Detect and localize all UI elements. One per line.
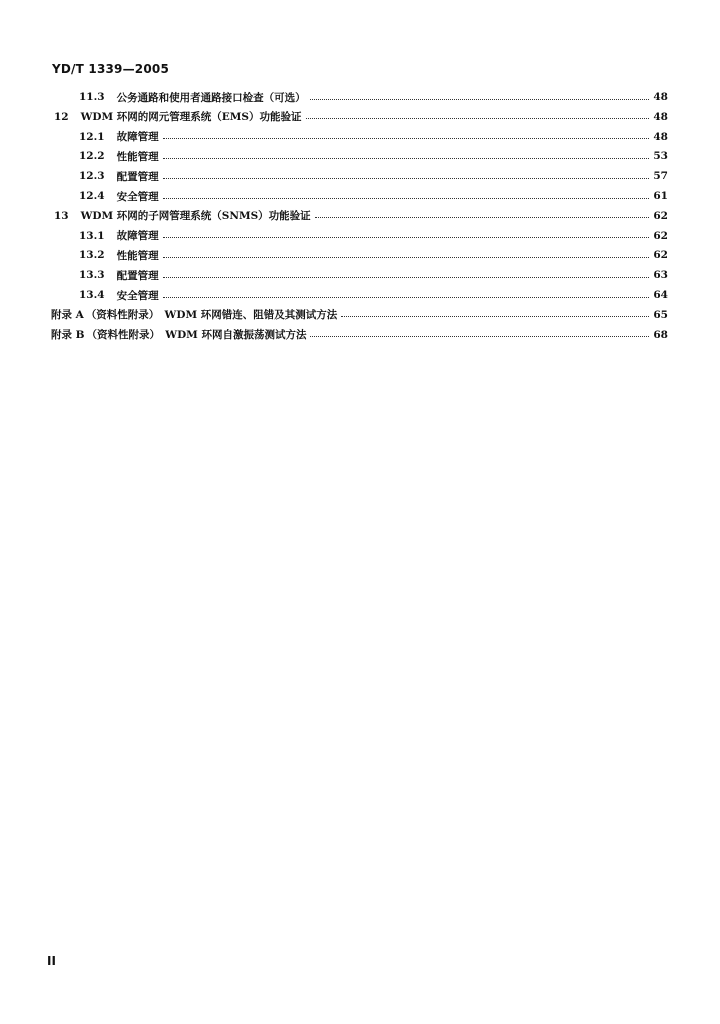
toc-entry-number: 13.4 (79, 289, 105, 301)
toc-entry-page: 57 (653, 170, 668, 183)
toc-entry-title: 故障管理 (116, 131, 159, 144)
toc-entry-page: 64 (653, 289, 668, 301)
toc-dot-leader (315, 217, 650, 218)
toc-entry-title: 安全管理 (116, 289, 159, 302)
toc-entry-title: 配置管理 (116, 170, 159, 183)
toc-entry-page: 48 (653, 130, 668, 143)
toc-entry[interactable] (79, 167, 668, 185)
toc-entry[interactable] (79, 147, 668, 165)
toc-entry-page: 62 (653, 229, 668, 242)
toc-entry-page: 62 (653, 209, 668, 222)
toc-entry[interactable] (54, 207, 668, 225)
toc-dot-leader (310, 336, 649, 337)
toc-entry[interactable] (79, 88, 668, 106)
toc-entry-number: 附录 B (51, 329, 85, 342)
toc-entry-number: 13.1 (79, 229, 105, 242)
toc-entry-number: 附录 A (51, 309, 84, 322)
toc-entry-page: 53 (653, 150, 668, 163)
toc-entry-page: 63 (653, 269, 668, 282)
toc-entry-page: 61 (653, 190, 668, 202)
toc-entry-number: 13.2 (79, 249, 105, 262)
toc-entry[interactable] (51, 326, 668, 344)
page-number: II (47, 954, 56, 968)
toc-entry-title: （资料性附录） WDM 环网自激振荡测试方法 (86, 329, 307, 342)
toc-entry-number: 12 (54, 110, 69, 123)
toc-entry[interactable] (79, 128, 668, 146)
toc-dot-leader (163, 297, 650, 298)
toc-entry-page: 62 (653, 249, 668, 262)
toc-entry-number: 12.2 (79, 150, 105, 163)
toc-dot-leader (163, 198, 650, 199)
toc-entry-title: WDM 环网的子网管理系统（SNMS）功能验证 (80, 210, 311, 223)
toc-entry-title: WDM 环网的网元管理系统（EMS）功能验证 (80, 111, 302, 124)
toc-entry-number: 13 (54, 209, 69, 222)
toc-entry-title: 性能管理 (116, 249, 159, 262)
toc-entry-page: 68 (653, 328, 668, 341)
toc-entry-title: （资料性附录） WDM 环网错连、阻错及其测试方法 (85, 309, 338, 322)
toc-dot-leader (341, 316, 649, 317)
toc-entry-title: 性能管理 (116, 150, 159, 163)
toc-entry-number: 13.3 (79, 269, 105, 282)
toc-entry[interactable] (54, 108, 668, 126)
toc-dot-leader (163, 277, 650, 278)
toc-entry-number: 12.4 (79, 190, 105, 202)
toc-entry[interactable] (51, 306, 668, 324)
toc-dot-leader (310, 99, 650, 100)
toc-dot-leader (163, 158, 650, 159)
toc-entry[interactable] (79, 266, 668, 284)
toc-entry[interactable] (79, 227, 668, 245)
toc-entry[interactable] (79, 246, 668, 264)
toc-entry-title: 公务通路和使用者通路接口检查（可选） (116, 91, 306, 104)
toc-entry-page: 48 (653, 110, 668, 123)
toc-entry-number: 12.3 (79, 170, 105, 183)
toc-dot-leader (306, 118, 650, 119)
toc-dot-leader (163, 237, 650, 238)
toc-dot-leader (163, 257, 650, 258)
toc-entry-number: 11.3 (79, 91, 105, 103)
toc-entry-title: 安全管理 (116, 190, 159, 203)
document-code: YD/T 1339—2005 (52, 62, 169, 76)
toc-entry-number: 12.1 (79, 130, 105, 143)
toc-entry-title: 故障管理 (116, 230, 159, 243)
toc-entry-title: 配置管理 (116, 269, 159, 282)
toc-entry-page: 65 (653, 308, 668, 321)
toc-entry[interactable] (79, 187, 668, 205)
toc-entry[interactable] (79, 286, 668, 304)
toc-dot-leader (163, 138, 650, 139)
toc-entry-page: 48 (653, 91, 668, 103)
toc-dot-leader (163, 178, 650, 179)
